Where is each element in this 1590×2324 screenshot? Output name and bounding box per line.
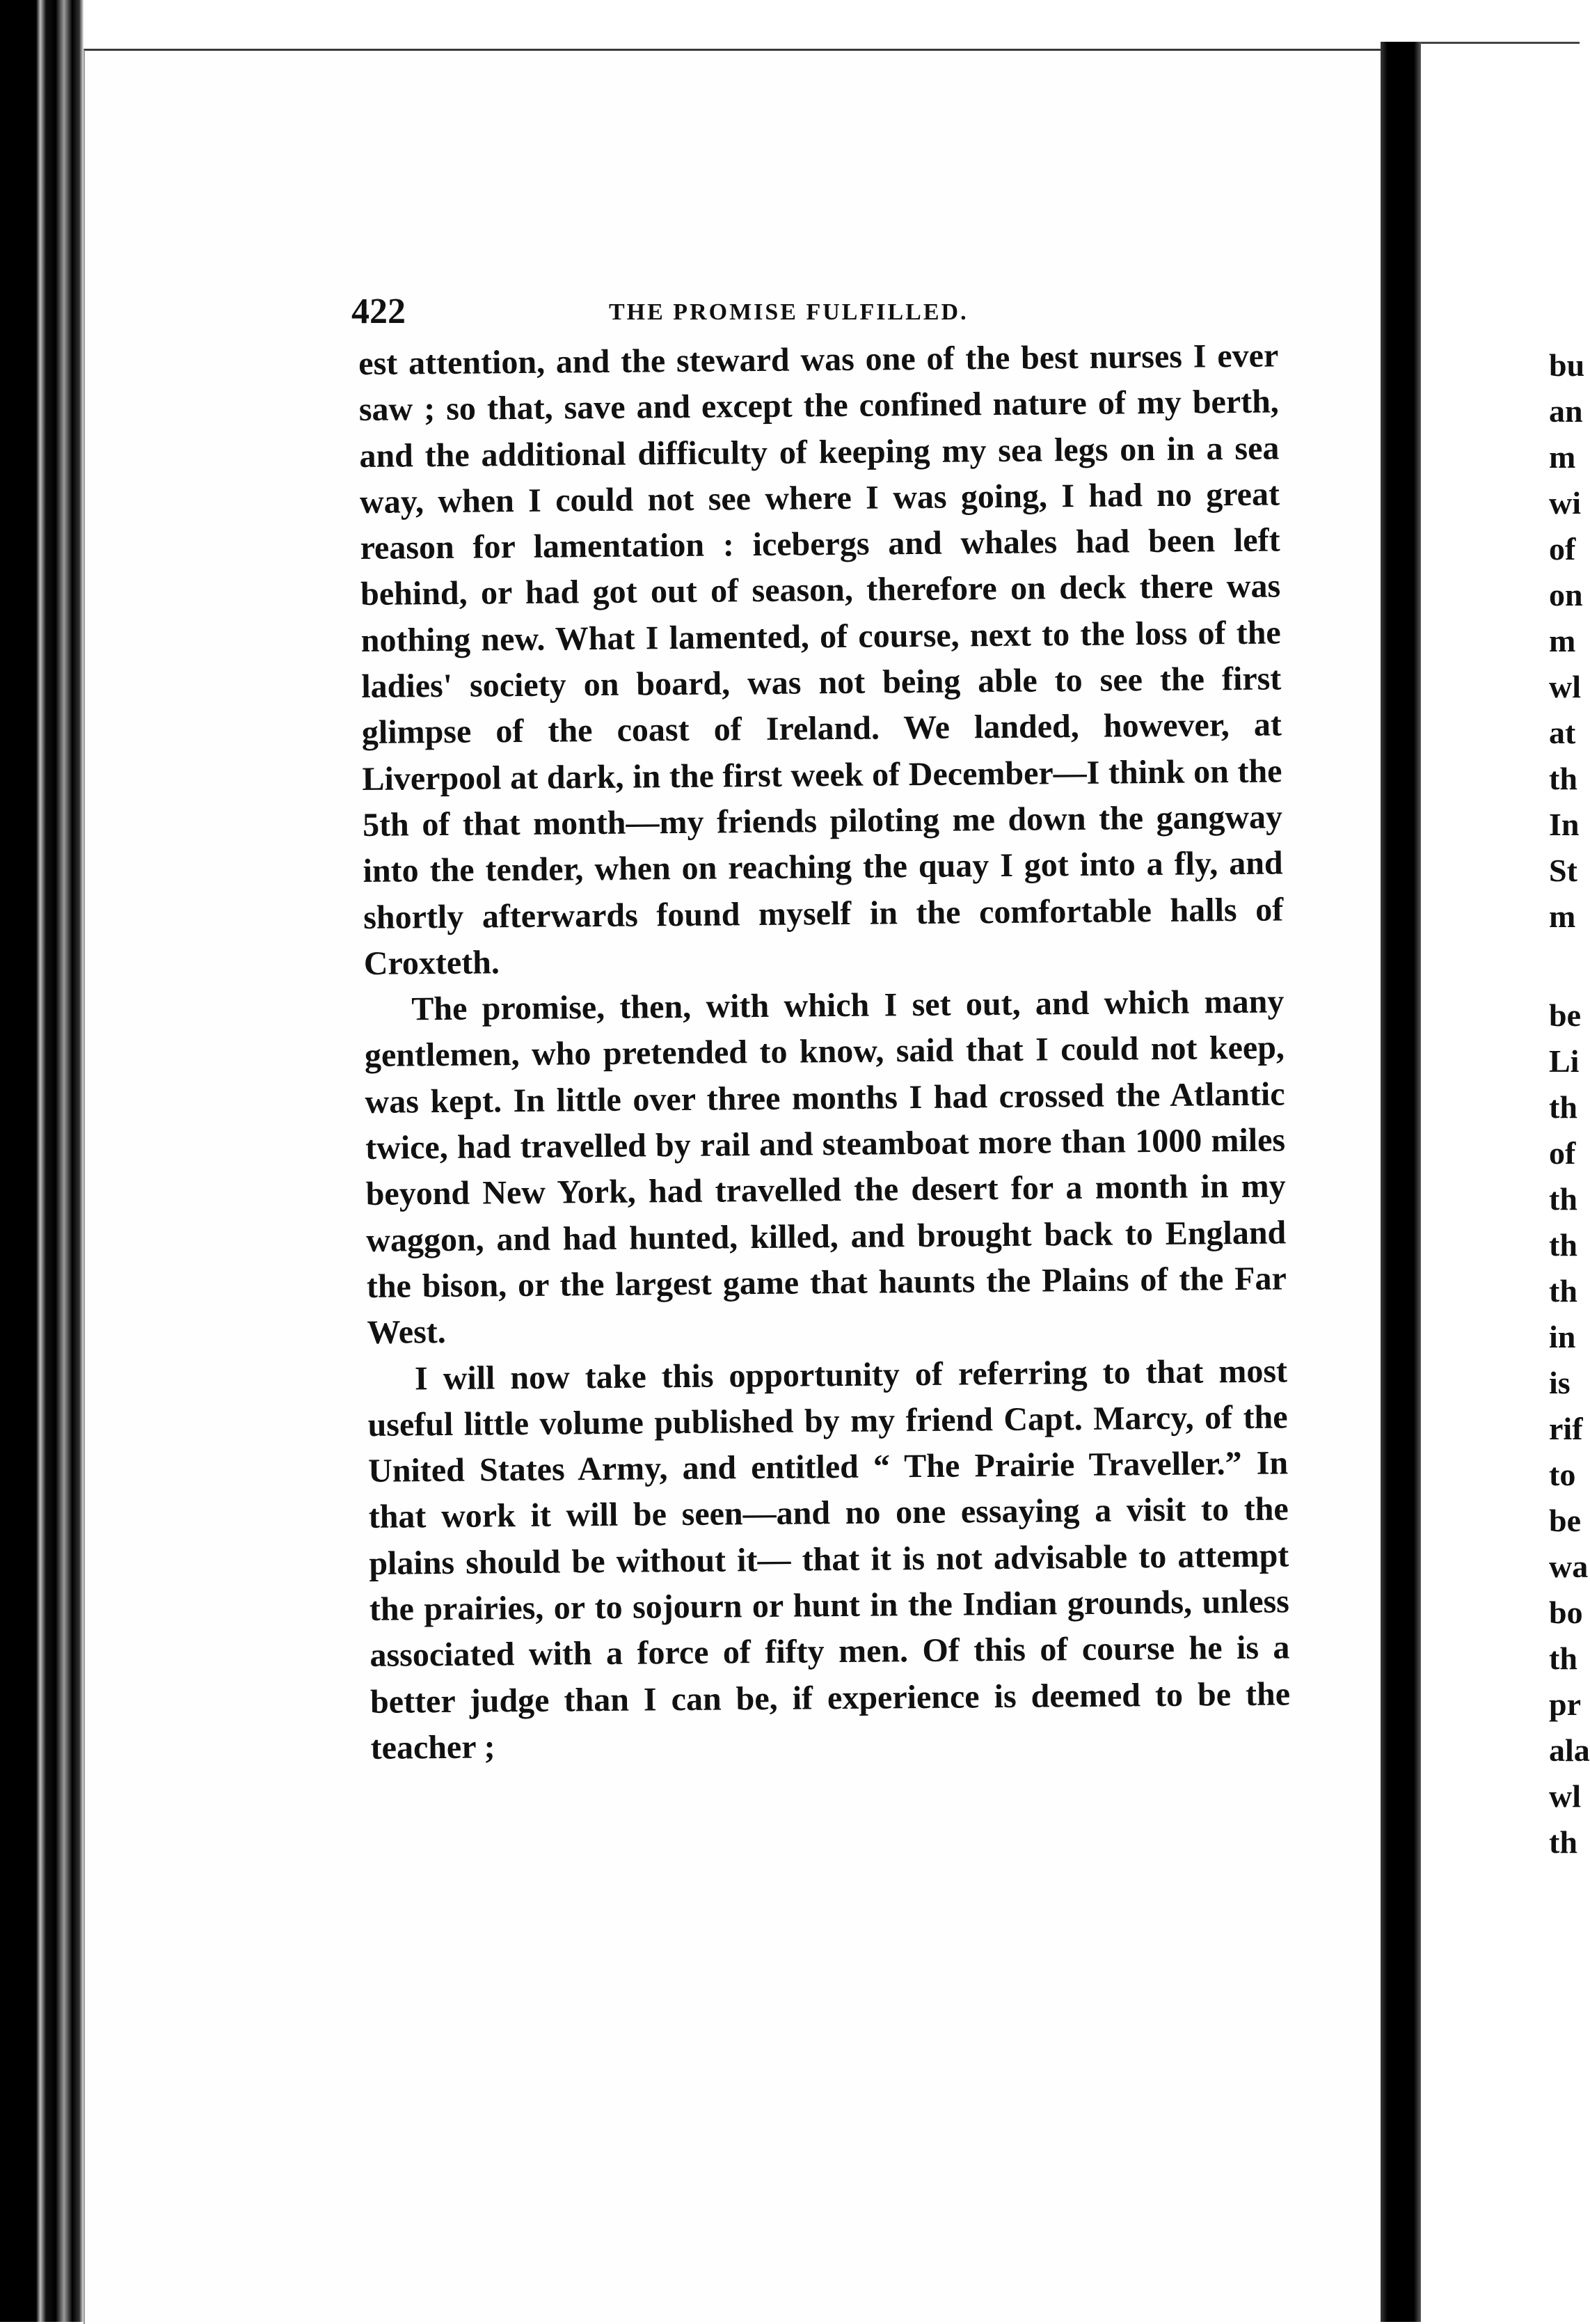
fragment: be (1549, 1503, 1581, 1538)
fragment: m (1549, 623, 1576, 658)
page-body-text (358, 333, 1291, 1771)
fragment: th (1549, 761, 1577, 796)
fragment: is (1549, 1365, 1571, 1400)
paragraph-3: I will now take this opportunity of referring to that most useful little volume published by my friend Capt. Marcy, of the United States Army, and entitled “ The Prairie Traveller.” In that work it will be seen—and no one essaying a visit to the plains should be without it— that it is not advisable to attempt the prairies, or to sojourn or hunt in the Indian grounds, unless associated with a force of fifty men. Of this of course he is a better judge than I can be, if experience is deemed to be the teacher ; (367, 1352, 1291, 1766)
fragment: wa (1549, 1549, 1589, 1584)
fragment: wl (1549, 669, 1581, 704)
fragment: In (1549, 807, 1580, 842)
fragment: rif (1549, 1411, 1583, 1446)
fragment: be (1549, 997, 1581, 1033)
book-binding-edge (0, 0, 84, 2322)
fragment: of (1549, 531, 1576, 567)
fragment: bo (1549, 1595, 1583, 1630)
fragment: St (1549, 853, 1577, 888)
fragment: of (1549, 1135, 1576, 1171)
running-header (351, 291, 1284, 333)
fragment: th (1549, 1089, 1577, 1125)
fragment: m (1549, 439, 1576, 475)
fragment: an (1549, 393, 1583, 429)
fragment: pr (1549, 1686, 1581, 1722)
fragment: to (1549, 1457, 1576, 1492)
fragment: on (1549, 577, 1583, 612)
fragment: th (1549, 1824, 1577, 1860)
fragment: Li (1549, 1043, 1580, 1079)
fragment: th (1549, 1273, 1577, 1309)
fragment: m (1549, 899, 1576, 934)
fragment: ala (1549, 1732, 1590, 1768)
book-gutter (1381, 42, 1421, 2322)
paragraph-1: est attention, and the steward was one of the best nurses I ever saw ; so that, save and except the confined nature of my berth, and the additional difficulty of keeping my sea legs on in a sea way, when I could not see where I was going, I had no great reason for lamentation : icebergs and whales had been left behind, or had got out of season, therefore on deck there was nothing new. What I lamented, of course, next to the loss of the ladies' society on board, was not being able to see the first glimpse of the coast of Ireland. We landed, however, at Liverpool at dark, in the first week of December—I think on the 5th of that month—my friends piloting me down the gangway into the tender, when on reaching the quay I got into a fly, and shortly afterwards found myself in the comfortable halls of Croxteth. (358, 337, 1284, 982)
fragment: wl (1549, 1778, 1581, 1814)
paragraph-2: The promise, then, with which I set out, and which many gentlemen, who pretended to know, said that I could not keep, was kept. In little over three months I had crossed the Atlantic twice, had travelled by rail and steamboat more than 1000 miles beyond New York, had travelled the desert for a month in my waggon, and had hunted, killed, and brought back to England the bison, or the largest game that haunts the Plains of the Far West. (364, 983, 1287, 1352)
fragment: th (1549, 1181, 1577, 1217)
page-number: 422 (351, 292, 406, 331)
fragment: th (1549, 1227, 1577, 1263)
fragment: wi (1549, 485, 1581, 521)
fragment: bu (1549, 347, 1585, 383)
running-title: THE PROMISE FULFILLED. (609, 299, 969, 325)
fragment: in (1549, 1319, 1576, 1354)
fragment: at (1549, 715, 1576, 750)
fragment: th (1549, 1641, 1577, 1676)
